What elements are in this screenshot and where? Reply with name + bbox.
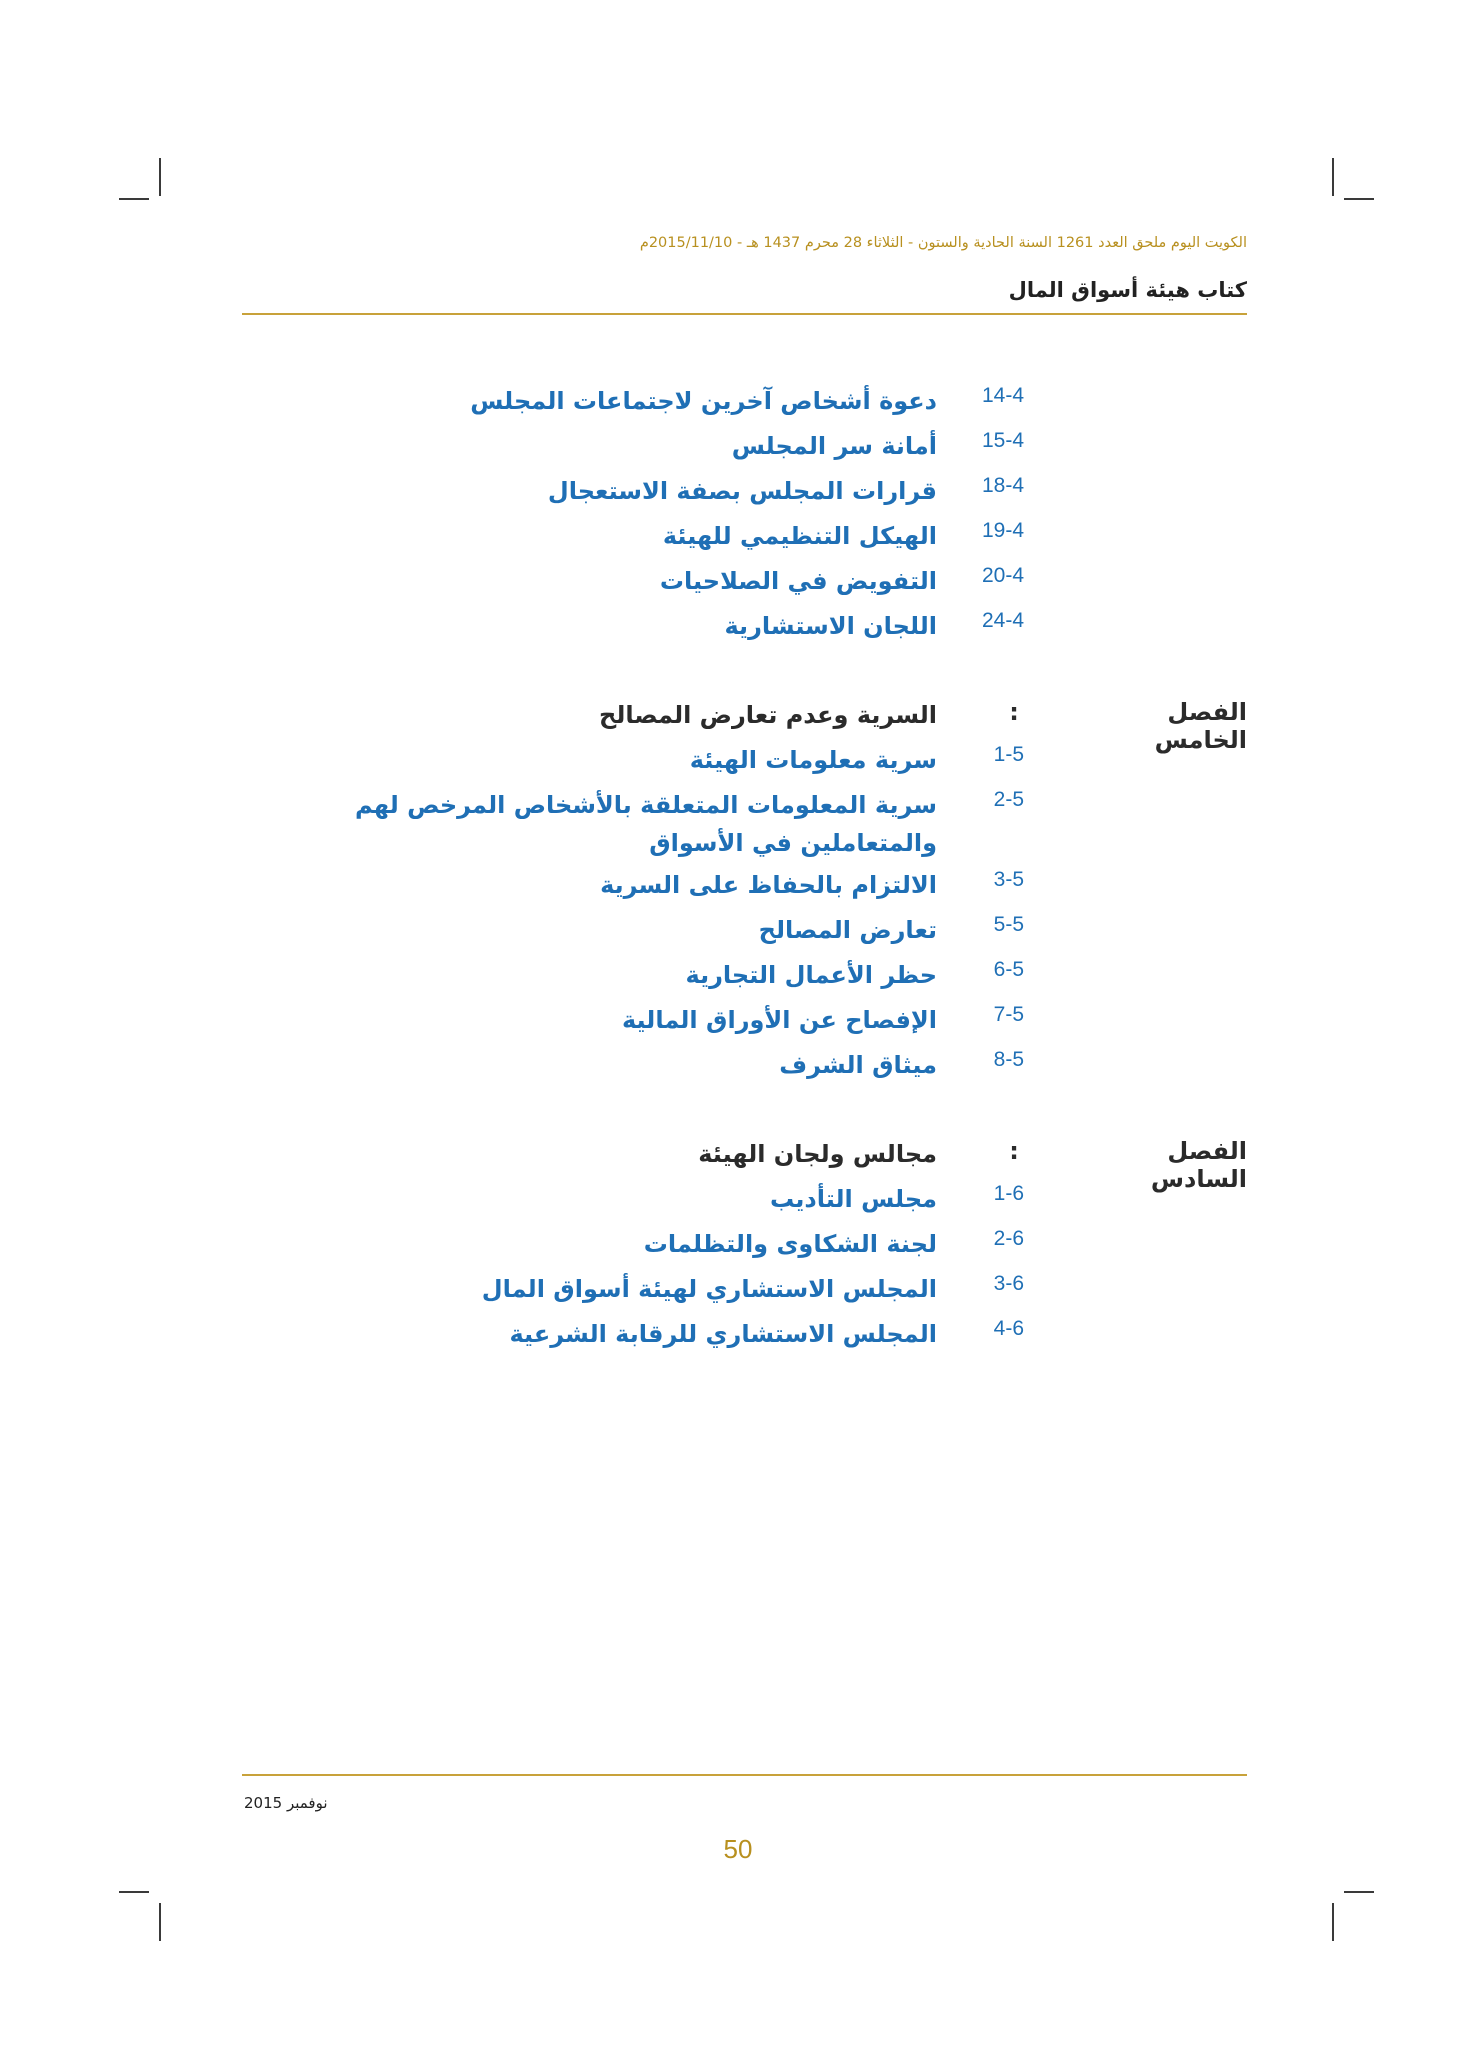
chapter-label: الفصل الخامس [1154,698,1247,754]
toc-entry[interactable] [242,864,1247,909]
chapter-heading[interactable] [242,1133,1247,1193]
section-number: 5-5 [993,913,1024,936]
toc-entry[interactable] [242,909,1247,954]
toc-entry[interactable] [242,380,1247,425]
toc-entry[interactable] [242,1313,1247,1358]
section-number: 19-4 [981,519,1024,542]
toc-entry[interactable] [242,739,1247,784]
crop-mark-bottom-left [119,1891,149,1893]
section-title: الالتزام بالحفاظ على السرية [600,871,937,899]
crop-mark-bottom-left [159,1903,161,1941]
section-title: مجلس التأديب [769,1185,937,1213]
section-title: الإفصاح عن الأوراق المالية [621,1006,937,1034]
section-title: المجلس الاستشاري لهيئة أسواق المال [481,1275,937,1303]
gazette-header: الكويت اليوم ملحق العدد 1261 السنة الحادية والستون - الثلاثاء 28 محرم 1437 هـ - 2015/11/10م [639,235,1247,251]
crop-mark-top-right [1332,158,1334,196]
section-number: 8-5 [993,1048,1024,1071]
crop-mark-bottom-right [1344,1891,1374,1893]
section-title: التفويض في الصلاحيات [659,567,937,595]
section-number: 14-4 [981,384,1024,407]
toc-entry[interactable] [242,954,1247,999]
section-number: 3-6 [993,1272,1024,1295]
section-title: لجنة الشكاوى والتظلمات [643,1230,937,1258]
crop-mark-top-left [119,198,149,200]
section-title: حظر الأعمال التجارية [685,961,937,989]
chapter-colon: : [1009,1137,1019,1165]
toc-entry[interactable] [242,425,1247,470]
chapter-5-section [242,694,1247,1089]
crop-mark-bottom-right [1332,1903,1334,1941]
section-title: أمانة سر المجلس [731,432,937,460]
section-title: ميثاق الشرف [779,1051,937,1079]
header-rule [242,313,1247,315]
chapter-label: الفصل السادس [1150,1137,1247,1193]
footer-rule [242,1774,1247,1776]
toc-entry[interactable] [242,605,1247,650]
table-of-contents [242,380,1247,1358]
toc-entry[interactable] [242,560,1247,605]
section-number: 4-6 [993,1317,1024,1340]
section-number: 2-5 [993,788,1024,811]
toc-entry[interactable] [242,1178,1247,1223]
chapter-6-section [242,1133,1247,1358]
chapter-4-section [242,380,1247,650]
book-title: كتاب هيئة أسواق المال [1008,278,1247,302]
section-number: 24-4 [981,609,1024,632]
section-number: 1-5 [993,743,1024,766]
chapter-title: مجالس ولجان الهيئة [698,1140,937,1168]
section-number: 6-5 [993,958,1024,981]
crop-mark-top-right [1344,198,1374,200]
toc-entry[interactable] [242,515,1247,560]
section-title: دعوة أشخاص آخرين لاجتماعات المجلس [470,387,937,415]
chapter-title: السرية وعدم تعارض المصالح [599,701,937,729]
section-number: 7-5 [993,1003,1024,1026]
section-number: 3-5 [993,868,1024,891]
section-title: المجلس الاستشاري للرقابة الشرعية [509,1320,937,1348]
toc-entry[interactable] [242,999,1247,1044]
section-title: تعارض المصالح [758,916,937,944]
section-number: 2-6 [993,1227,1024,1250]
toc-entry[interactable] [242,1268,1247,1313]
section-title: سرية المعلومات المتعلقة بالأشخاص المرخص لهم والمتعاملين في الأسواق [355,791,937,857]
chapter-heading[interactable] [242,694,1247,754]
section-title: اللجان الاستشارية [724,612,937,640]
toc-entry[interactable] [242,1223,1247,1268]
section-number: 1-6 [993,1182,1024,1205]
crop-mark-top-left [159,158,161,196]
section-title: الهيكل التنظيمي للهيئة [662,522,937,550]
footer-date: نوفمبر 2015 [244,1794,328,1812]
section-number: 15-4 [981,429,1024,452]
chapter-colon: : [1009,698,1019,726]
page-number: 50 [723,1834,753,1864]
section-title: قرارات المجلس بصفة الاستعجال [547,477,937,505]
section-number: 20-4 [981,564,1024,587]
section-title: سرية معلومات الهيئة [689,746,937,774]
toc-entry[interactable] [242,470,1247,515]
section-number: 18-4 [981,474,1024,497]
toc-entry[interactable] [242,784,1247,864]
toc-entry[interactable] [242,1044,1247,1089]
